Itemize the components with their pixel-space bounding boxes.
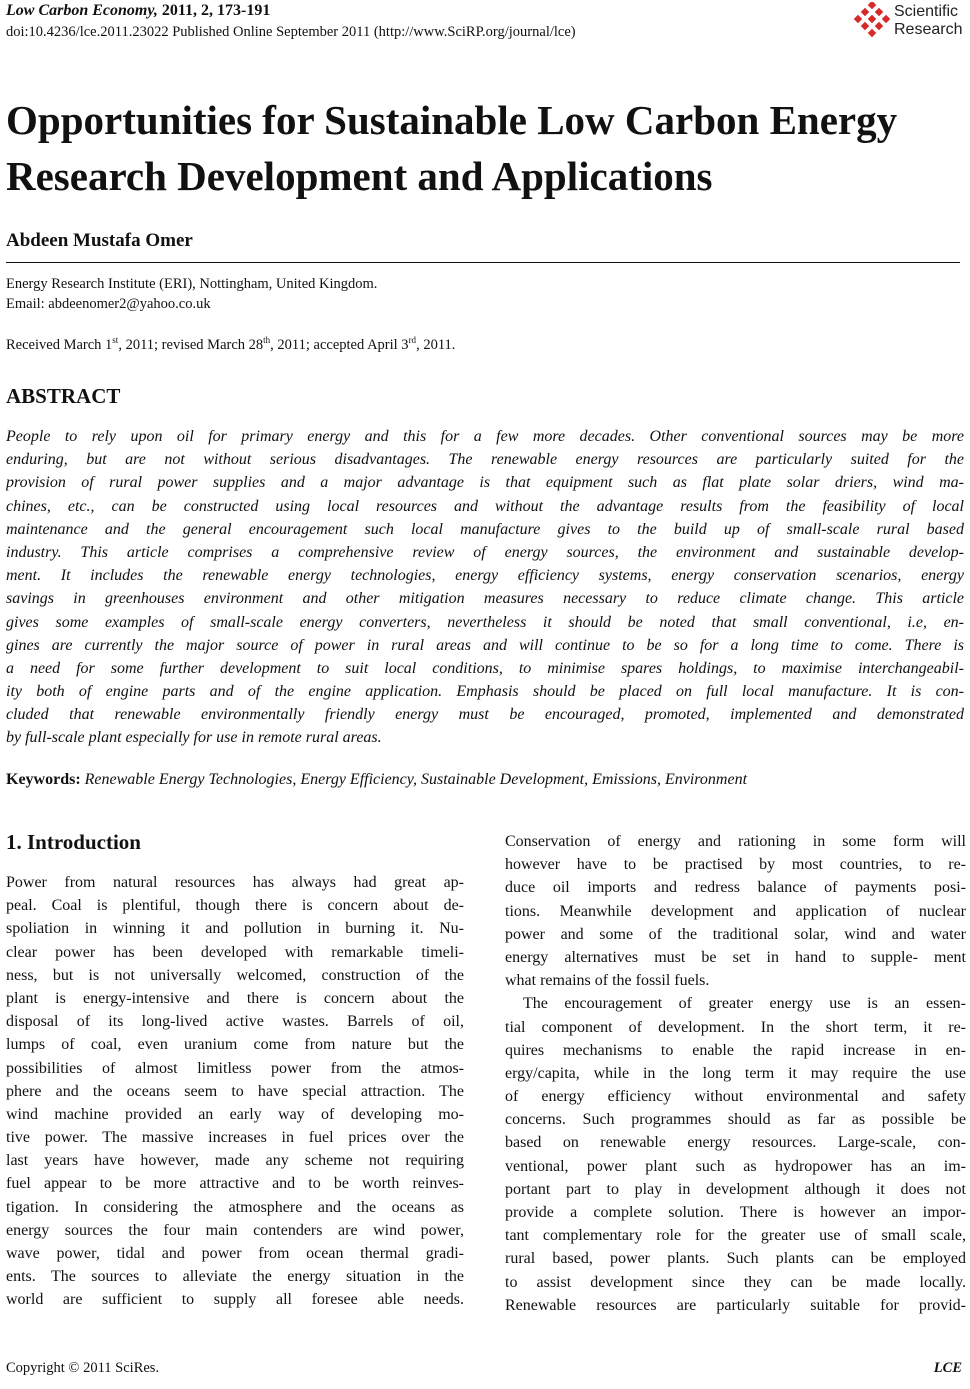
body-line: last years have however, made any scheme not requiring: [6, 1152, 464, 1170]
affiliation-block: [6, 274, 377, 314]
body-line: wave power, tidal and power from ocean thermal gradi-: [6, 1245, 464, 1262]
abstract-line: ment. It includes the renewable energy technologies, energy efficiency systems, energy conservation scenarios, energy: [6, 567, 964, 585]
body-line: energy alternatives must be set in hand to supple- ment: [505, 948, 966, 966]
keywords-list: Renewable Energy Technologies, Energy Efficiency, Sustainable Development, Emissions, Environment: [84, 771, 748, 788]
journal-name: Low Carbon Economy,: [6, 2, 158, 19]
body-line: concerns. Such programmes should as far as possible be: [505, 1111, 966, 1129]
revised-text: , 2011; revised March 28: [118, 337, 264, 353]
abstract-line: industry. This article comprises a comprehensive review of energy sources, the environment and sustainable develop-: [6, 543, 964, 561]
body-line: Power from natural resources has always had great ap-: [6, 874, 464, 891]
body-line: of energy efficiency without environmental and safety: [505, 1088, 966, 1106]
body-line: tions. Meanwhile development and application of nuclear: [505, 902, 966, 920]
volume-pages: 2011, 2, 173-191: [157, 2, 271, 19]
body-line: provide a complete solution. There is however an impor-: [505, 1204, 966, 1221]
body-line: energy sources the four main contenders are wind power,: [6, 1221, 464, 1239]
abstract-line: chines, etc., can be constructed using local resources and without the advantage results from the feasibility of local: [6, 497, 964, 515]
body-line: what remains of the fossil fuels.: [505, 972, 710, 990]
author-name: Abdeen Mustafa Omer: [6, 230, 193, 251]
body-line: quires mechanisms to enable the rapid increase in en-: [505, 1041, 966, 1059]
body-column-left: [6, 871, 464, 1312]
body-line: tant complementary role for the greater use of small scale,: [505, 1227, 966, 1245]
abstract-line: cluded that renewable environmentally friendly energy must be encouraged, promoted, implemented and demonstrated: [6, 706, 964, 724]
abstract-line: gines are currently the major source of power in rural areas and will continue to be so for a long time to come. There is: [6, 636, 964, 654]
accepted-text: , 2011; accepted April 3: [270, 337, 409, 353]
logo-text-line1: Scientific: [894, 3, 959, 20]
abstract-line: a need for some further development to suit local conditions, to minimise spares holdings, to maximise interchangeabil-: [6, 659, 964, 677]
body-line: spoliation in winning it and pollution in burning it. Nu-: [6, 920, 464, 938]
body-line: Conservation of energy and rationing in some form will: [505, 833, 966, 850]
abstract-line: People to rely upon oil for primary energy and this for a few more decades. Other conventional sources may be more: [6, 428, 964, 445]
abstract-line: provision of rural power supplies and a major advantage is that equipment such as flat plate solar driers, wind ma-: [6, 474, 964, 492]
logo-text-line2: Research: [894, 21, 963, 38]
ordinal-suffix: st: [112, 335, 119, 346]
received-text: Received March 1: [6, 337, 113, 353]
abstract-line: ity both of engine parts and of the engine application. Emphasis should be placed on full local manufacture. It is con-: [6, 683, 964, 701]
body-line: lumps of coal, even uranium come from nature but the: [6, 1036, 464, 1054]
body-line: duce oil imports and redress balance of payments posi-: [505, 879, 966, 897]
body-line: fuel appear to be more attractive and to be worth reinves-: [6, 1175, 464, 1193]
body-line: peal. Coal is plentiful, though there is concern about de-: [6, 897, 464, 915]
keywords-colon: :: [75, 771, 85, 788]
body-line: tive power. The massive increases in fuel prices over the: [6, 1129, 464, 1147]
journal-header: [6, 2, 270, 20]
body-line: ventional, power plant such as hydropower has an im-: [505, 1157, 966, 1175]
abstract-body: [6, 425, 964, 750]
abstract-line: enduring, but are not without serious disadvantages. The renewable energy resources are particularly suited for the: [6, 451, 964, 469]
year-text: , 2011.: [416, 337, 456, 353]
publisher-logo[interactable]: [852, 0, 968, 44]
title-line-2: Research Development and Applications: [6, 153, 713, 199]
title-line-1: Opportunities for Sustainable Low Carbon Energy: [6, 97, 898, 143]
abstract-heading: ABSTRACT: [6, 384, 121, 408]
body-line: ness, but is not universally welcomed, construction of the: [6, 966, 464, 984]
footer-copyright: Copyright © 2011 SciRes.: [6, 1360, 160, 1376]
body-column-right: [505, 830, 966, 1317]
abstract-line: gives some examples of small-scale energy converters, nevertheless it should be noted that small conventional, i.e, en-: [6, 613, 964, 631]
abstract-line: savings in greenhouses environment and other mitigation measures necessary to reduce climate change. This article: [6, 590, 964, 608]
section-heading-introduction: 1. Introduction: [6, 830, 141, 854]
keywords-label: Keywords: [6, 771, 76, 788]
body-line: ergy/capita, while in the long term it may require the use: [505, 1064, 966, 1082]
body-line: Renewable resources are particularly suitable for provid-: [505, 1296, 966, 1314]
ordinal-suffix: th: [263, 335, 271, 346]
body-line: based on renewable energy resources. Large-scale, con-: [505, 1134, 966, 1152]
body-line: power and some of the traditional solar, wind and water: [505, 925, 966, 943]
body-line: disposal of its long-lived active wastes. Barrels of oil,: [6, 1013, 464, 1031]
paper-title: [6, 92, 966, 204]
body-line: rural based, power plants. Such plants can be employed: [505, 1250, 966, 1268]
body-line: world are sufficient to supply all foresee able needs.: [6, 1291, 464, 1309]
body-line: clear power has been developed with remarkable timeli-: [6, 943, 464, 961]
body-line: plant is energy-intensive and there is concern about the: [6, 989, 464, 1007]
footer-journal-abbr: LCE: [933, 1360, 962, 1376]
received-dates: [6, 337, 455, 354]
body-line: wind machine provided an early way of developing mo-: [6, 1105, 464, 1123]
ordinal-suffix: rd: [408, 335, 417, 346]
affiliation-email[interactable]: Email: abdeenomer2@yahoo.co.uk: [6, 296, 211, 312]
body-line: to assist development since they can be made locally.: [505, 1273, 966, 1291]
author-divider: [6, 262, 960, 263]
body-line: portant part to play in development although it does not: [505, 1180, 966, 1198]
body-line: tial component of development. In the short term, it re-: [505, 1018, 966, 1036]
scirp-logo-icon: [852, 2, 892, 40]
affiliation-institute: Energy Research Institute (ERI), Nottingham, United Kingdom.: [6, 276, 378, 292]
body-line: The encouragement of greater energy use is an essen-: [523, 995, 966, 1013]
body-line: ents. The sources to alleviate the energy situation in the: [6, 1268, 464, 1286]
abstract-line: maintenance and the general encouragement such local manufacture gives to the build up of small-scale rural based: [6, 520, 964, 538]
body-line: tigation. In considering the atmosphere and the oceans as: [6, 1198, 464, 1216]
body-line: phere and the oceans seem to have special attraction. The: [6, 1082, 464, 1100]
body-line: possibilities of almost limitless power from the atmos-: [6, 1059, 464, 1077]
abstract-line: by full-scale plant especially for use in remote rural areas.: [6, 729, 382, 747]
body-line: however have to be practised by most countries, to re-: [505, 856, 966, 874]
keywords-line: [6, 771, 747, 789]
doi-line[interactable]: doi:10.4236/lce.2011.23022 Published Online September 2011 (http://www.SciRP.org/journal/lce): [6, 24, 576, 40]
